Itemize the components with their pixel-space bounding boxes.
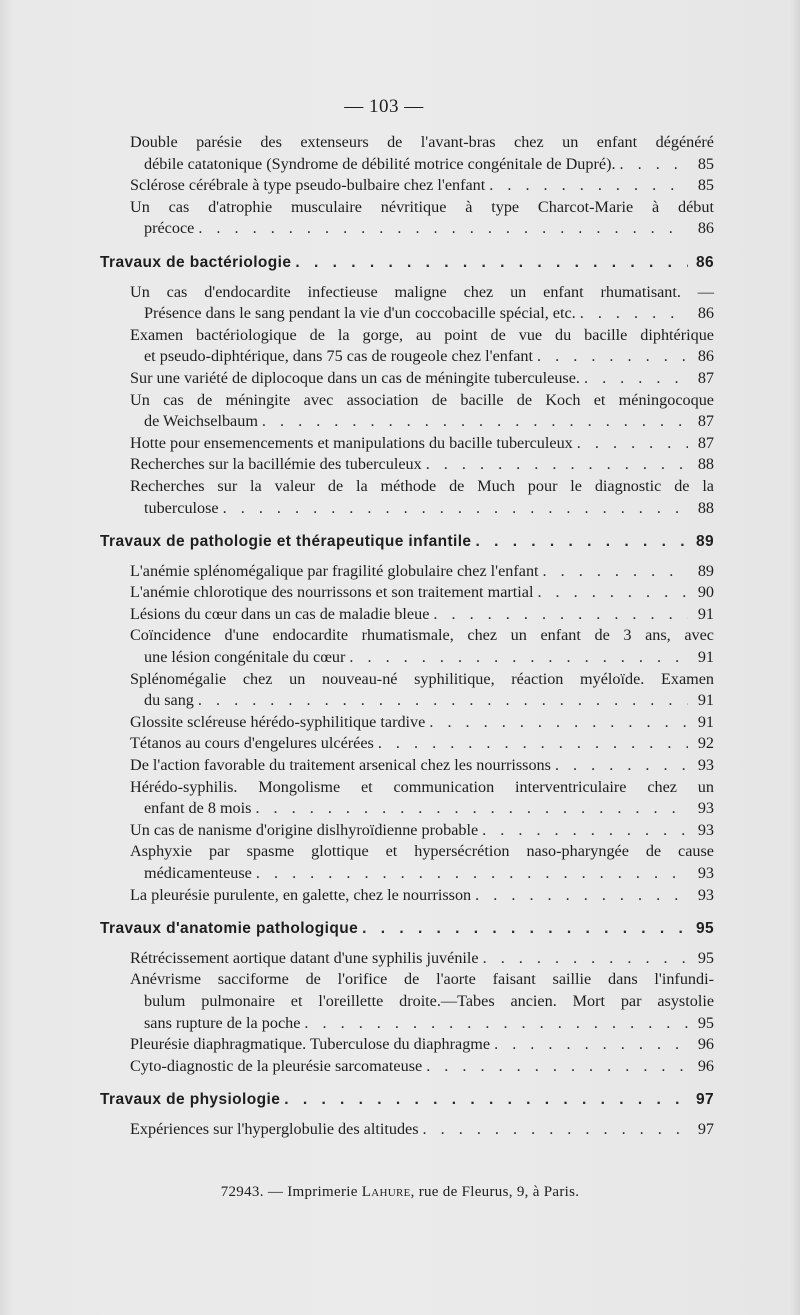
footer-text-before: Imprimerie xyxy=(287,1184,358,1200)
entry-text: Recherches sur la valeur de la méthode de Much pour le diagnostic de la xyxy=(130,476,714,495)
leader-dots xyxy=(295,252,688,274)
section-title: Travaux d'anatomie pathologique xyxy=(100,920,359,938)
toc-entry xyxy=(130,582,714,604)
entry-text: Sclérose cérébrale à type pseudo-bulbaire chez l'enfant xyxy=(130,176,486,195)
entry-text: L'anémie chlorotique des nourrissons et son traitement martial xyxy=(130,583,534,602)
entry-text: L'anémie splénomégalique par fragilité globulaire chez l'enfant xyxy=(130,561,539,580)
entry-page-number: 91 xyxy=(697,712,714,731)
entry-text: Pleurésie diaphragmatique. Tuberculose du diaphragme xyxy=(130,1035,491,1054)
entry-page-number: 91 xyxy=(697,691,714,710)
toc-entry xyxy=(130,885,714,907)
toc-entry xyxy=(130,712,714,734)
leader-dots xyxy=(262,411,688,433)
entry-page-number: 87 xyxy=(697,368,714,387)
entry-text: enfant de 8 mois xyxy=(144,799,252,818)
entry-text: Un cas de méningite avec association de bacille de Koch et méningocoque xyxy=(130,390,714,409)
entry-text: Présence dans le sang pendant la vie d'un coccobacille spécial, etc. xyxy=(144,304,576,323)
entry-text: sans rupture de la poche xyxy=(144,1013,301,1032)
toc-entry xyxy=(130,1034,714,1056)
entry-text: Un cas d'atrophie musculaire névritique à type Charcot-Marie à début xyxy=(130,197,714,216)
section-heading xyxy=(100,1089,714,1111)
toc-entry xyxy=(130,755,714,777)
section-title: Travaux de bactériologie xyxy=(100,253,292,271)
entry-page-number: 87 xyxy=(697,412,714,431)
entry-page-number: 92 xyxy=(697,734,714,753)
toc-section xyxy=(100,132,714,240)
toc-entry xyxy=(130,368,714,390)
section-heading xyxy=(100,252,714,274)
leader-dots xyxy=(284,1089,688,1111)
entry-text: précoce xyxy=(144,219,195,238)
entry-page-number: 89 xyxy=(697,561,714,580)
entry-text: Recherches sur la bacillémie des tuberculeux xyxy=(130,455,422,474)
leader-dots xyxy=(475,531,688,553)
section-title: Travaux de pathologie et thérapeutique infantile xyxy=(100,533,472,551)
printer-footer xyxy=(0,1184,800,1201)
entry-text: Sur une variété de diplocoque dans un cas de méningite tuberculeuse. xyxy=(130,368,580,387)
entry-page-number: 87 xyxy=(697,433,714,452)
toc-entry xyxy=(130,433,714,455)
toc-entry xyxy=(130,1056,714,1078)
toc-entry xyxy=(130,561,714,583)
leader-dots xyxy=(620,154,688,176)
leader-dots xyxy=(378,733,688,755)
toc-entry xyxy=(130,969,714,1034)
toc-entry xyxy=(130,733,714,755)
leader-dots xyxy=(349,647,688,669)
entry-text: Hérédo-syphilis. Mongolisme et communication interventriculaire chez un xyxy=(130,777,714,796)
leader-dots xyxy=(543,561,688,583)
entry-text: Hotte pour ensemencements et manipulations du bacille tuberculeux xyxy=(130,433,573,452)
leader-dots xyxy=(256,863,688,885)
toc-entry xyxy=(130,325,714,368)
entry-text: Tétanos au cours d'engelures ulcérées xyxy=(130,734,374,753)
entry-text: Un cas de nanisme d'origine dislhyroïdienne probable xyxy=(130,820,479,839)
leader-dots xyxy=(580,303,688,325)
section-page-number: 89 xyxy=(695,533,714,551)
entry-page-number: 96 xyxy=(697,1035,714,1054)
entry-list xyxy=(100,282,714,520)
entry-text: du sang xyxy=(144,691,194,710)
leader-dots xyxy=(426,1056,688,1078)
leader-dots xyxy=(255,798,688,820)
entry-list xyxy=(100,132,714,240)
entry-page-number: 93 xyxy=(697,820,714,839)
entry-page-number: 93 xyxy=(697,756,714,775)
entry-text: une lésion congénitale du cœur xyxy=(144,648,346,667)
footer-text-after: , rue de Fleurus, 9, à Paris. xyxy=(410,1184,580,1200)
entry-list xyxy=(100,1119,714,1141)
leader-dots xyxy=(537,346,688,368)
leader-dots xyxy=(362,918,688,940)
toc-entry xyxy=(130,669,714,712)
leader-dots xyxy=(475,885,688,907)
entry-text: De l'action favorable du traitement arsenical chez les nourrissons xyxy=(130,756,551,775)
leader-dots xyxy=(537,582,688,604)
leader-dots xyxy=(198,690,688,712)
toc-section xyxy=(100,1089,714,1140)
toc-entry xyxy=(130,197,714,240)
toc-entry xyxy=(130,132,714,175)
entry-page-number: 90 xyxy=(697,583,714,602)
footer-number: 72943. xyxy=(220,1184,264,1200)
entry-text: Lésions du cœur dans un cas de maladie bleue xyxy=(130,604,430,623)
leader-dots xyxy=(429,712,688,734)
leader-dots xyxy=(426,454,688,476)
section-heading xyxy=(100,531,714,553)
footer-dash: — xyxy=(267,1184,284,1200)
leader-dots xyxy=(584,368,688,390)
toc-entry xyxy=(130,820,714,842)
section-page-number: 95 xyxy=(695,920,714,938)
section-page-number: 86 xyxy=(695,253,714,271)
entry-page-number: 86 xyxy=(697,347,714,366)
toc-entry xyxy=(130,476,714,519)
entry-text: débile catatonique (Syndrome de débilité motrice congénitale de Dupré). xyxy=(144,154,616,173)
entry-text: Rétrécissement aortique datant d'une syphilis juvénile xyxy=(130,948,479,967)
entry-text: Splénomégalie chez un nouveau-né syphilitique, réaction myéloïde. Examen xyxy=(130,669,714,688)
toc-entry xyxy=(130,841,714,884)
leader-dots xyxy=(423,1119,688,1141)
entry-page-number: 91 xyxy=(697,604,714,623)
entry-page-number: 85 xyxy=(697,154,714,173)
section-heading xyxy=(100,918,714,940)
entry-page-number: 96 xyxy=(697,1056,714,1075)
leader-dots xyxy=(577,433,688,455)
toc-section xyxy=(100,252,714,519)
entry-page-number: 93 xyxy=(697,864,714,882)
entry-page-number: 95 xyxy=(697,948,714,967)
entry-text: Cyto-diagnostic de la pleurésie sarcomateuse xyxy=(130,1056,423,1075)
entry-page-number: 93 xyxy=(697,799,714,818)
entry-text: Coïncidence d'une endocardite rhumatismale, chez un enfant de 3 ans, avec xyxy=(130,626,714,645)
toc-entry xyxy=(130,454,714,476)
entry-text: Anévrisme sacciforme de l'orifice de l'aorte faisant saillie dans l'infundi- xyxy=(130,970,714,989)
footer-printer-name: Lahure xyxy=(361,1184,411,1200)
entry-text: Double parésie des extenseurs de l'avant-bras chez un enfant dégénéré xyxy=(130,133,714,151)
entry-list xyxy=(100,561,714,907)
leader-dots xyxy=(482,820,688,842)
entry-page-number: 88 xyxy=(697,455,714,474)
leader-dots xyxy=(223,498,688,520)
entry-page-number: 88 xyxy=(697,498,714,517)
entry-text: médicamenteuse xyxy=(144,864,252,882)
toc-entry xyxy=(130,604,714,626)
section-title: Travaux de physiologie xyxy=(100,1091,281,1109)
toc-entry xyxy=(130,1119,714,1141)
entry-text: Expériences sur l'hyperglobulie des altitudes xyxy=(130,1119,419,1138)
entry-text: Glossite scléreuse hérédo-syphilitique tardive xyxy=(130,712,426,731)
leader-dots xyxy=(304,1013,688,1035)
entry-page-number: 85 xyxy=(697,176,714,195)
entry-page-number: 91 xyxy=(697,648,714,667)
toc-entry xyxy=(130,175,714,197)
leader-dots xyxy=(483,948,688,970)
entry-text: tuberculose xyxy=(144,498,219,517)
entry-text: Asphyxie par spasme glottique et hypersécrétion naso-pharyngée de cause xyxy=(130,842,714,861)
toc-section xyxy=(100,531,714,906)
toc-entry xyxy=(130,282,714,325)
entry-page-number: 93 xyxy=(697,885,714,904)
toc-entry xyxy=(130,625,714,668)
entry-text: et pseudo-diphtérique, dans 75 cas de rougeole chez l'enfant xyxy=(144,347,534,366)
entry-text: Examen bactériologique de la gorge, au point de vue du bacille diphtérique xyxy=(130,325,714,344)
entry-page-number: 97 xyxy=(697,1119,714,1138)
toc-entry xyxy=(130,948,714,970)
leader-dots xyxy=(555,755,688,777)
leader-dots xyxy=(494,1034,688,1056)
toc-section xyxy=(100,918,714,1077)
entry-text: de Weichselbaum xyxy=(144,412,258,431)
entry-text: Un cas d'endocardite infectieuse maligne chez un enfant rhumatisant. — xyxy=(130,282,714,301)
entry-text: La pleurésie purulente, en galette, chez le nourrisson xyxy=(130,885,472,904)
page-number: — 103 — xyxy=(344,96,424,117)
section-page-number: 97 xyxy=(695,1091,714,1109)
entry-page-number: 95 xyxy=(697,1013,714,1032)
entry-text: bulum pulmonaire et l'oreillette droite.—Tabes ancien. Mort par asystolie xyxy=(144,991,714,1010)
entry-list xyxy=(100,948,714,1078)
entry-page-number: 86 xyxy=(697,219,714,238)
table-of-contents xyxy=(100,132,714,1153)
leader-dots xyxy=(198,218,688,240)
leader-dots xyxy=(433,604,688,626)
toc-entry xyxy=(130,390,714,433)
toc-entry xyxy=(130,777,714,820)
entry-page-number: 86 xyxy=(697,304,714,323)
leader-dots xyxy=(489,175,688,197)
